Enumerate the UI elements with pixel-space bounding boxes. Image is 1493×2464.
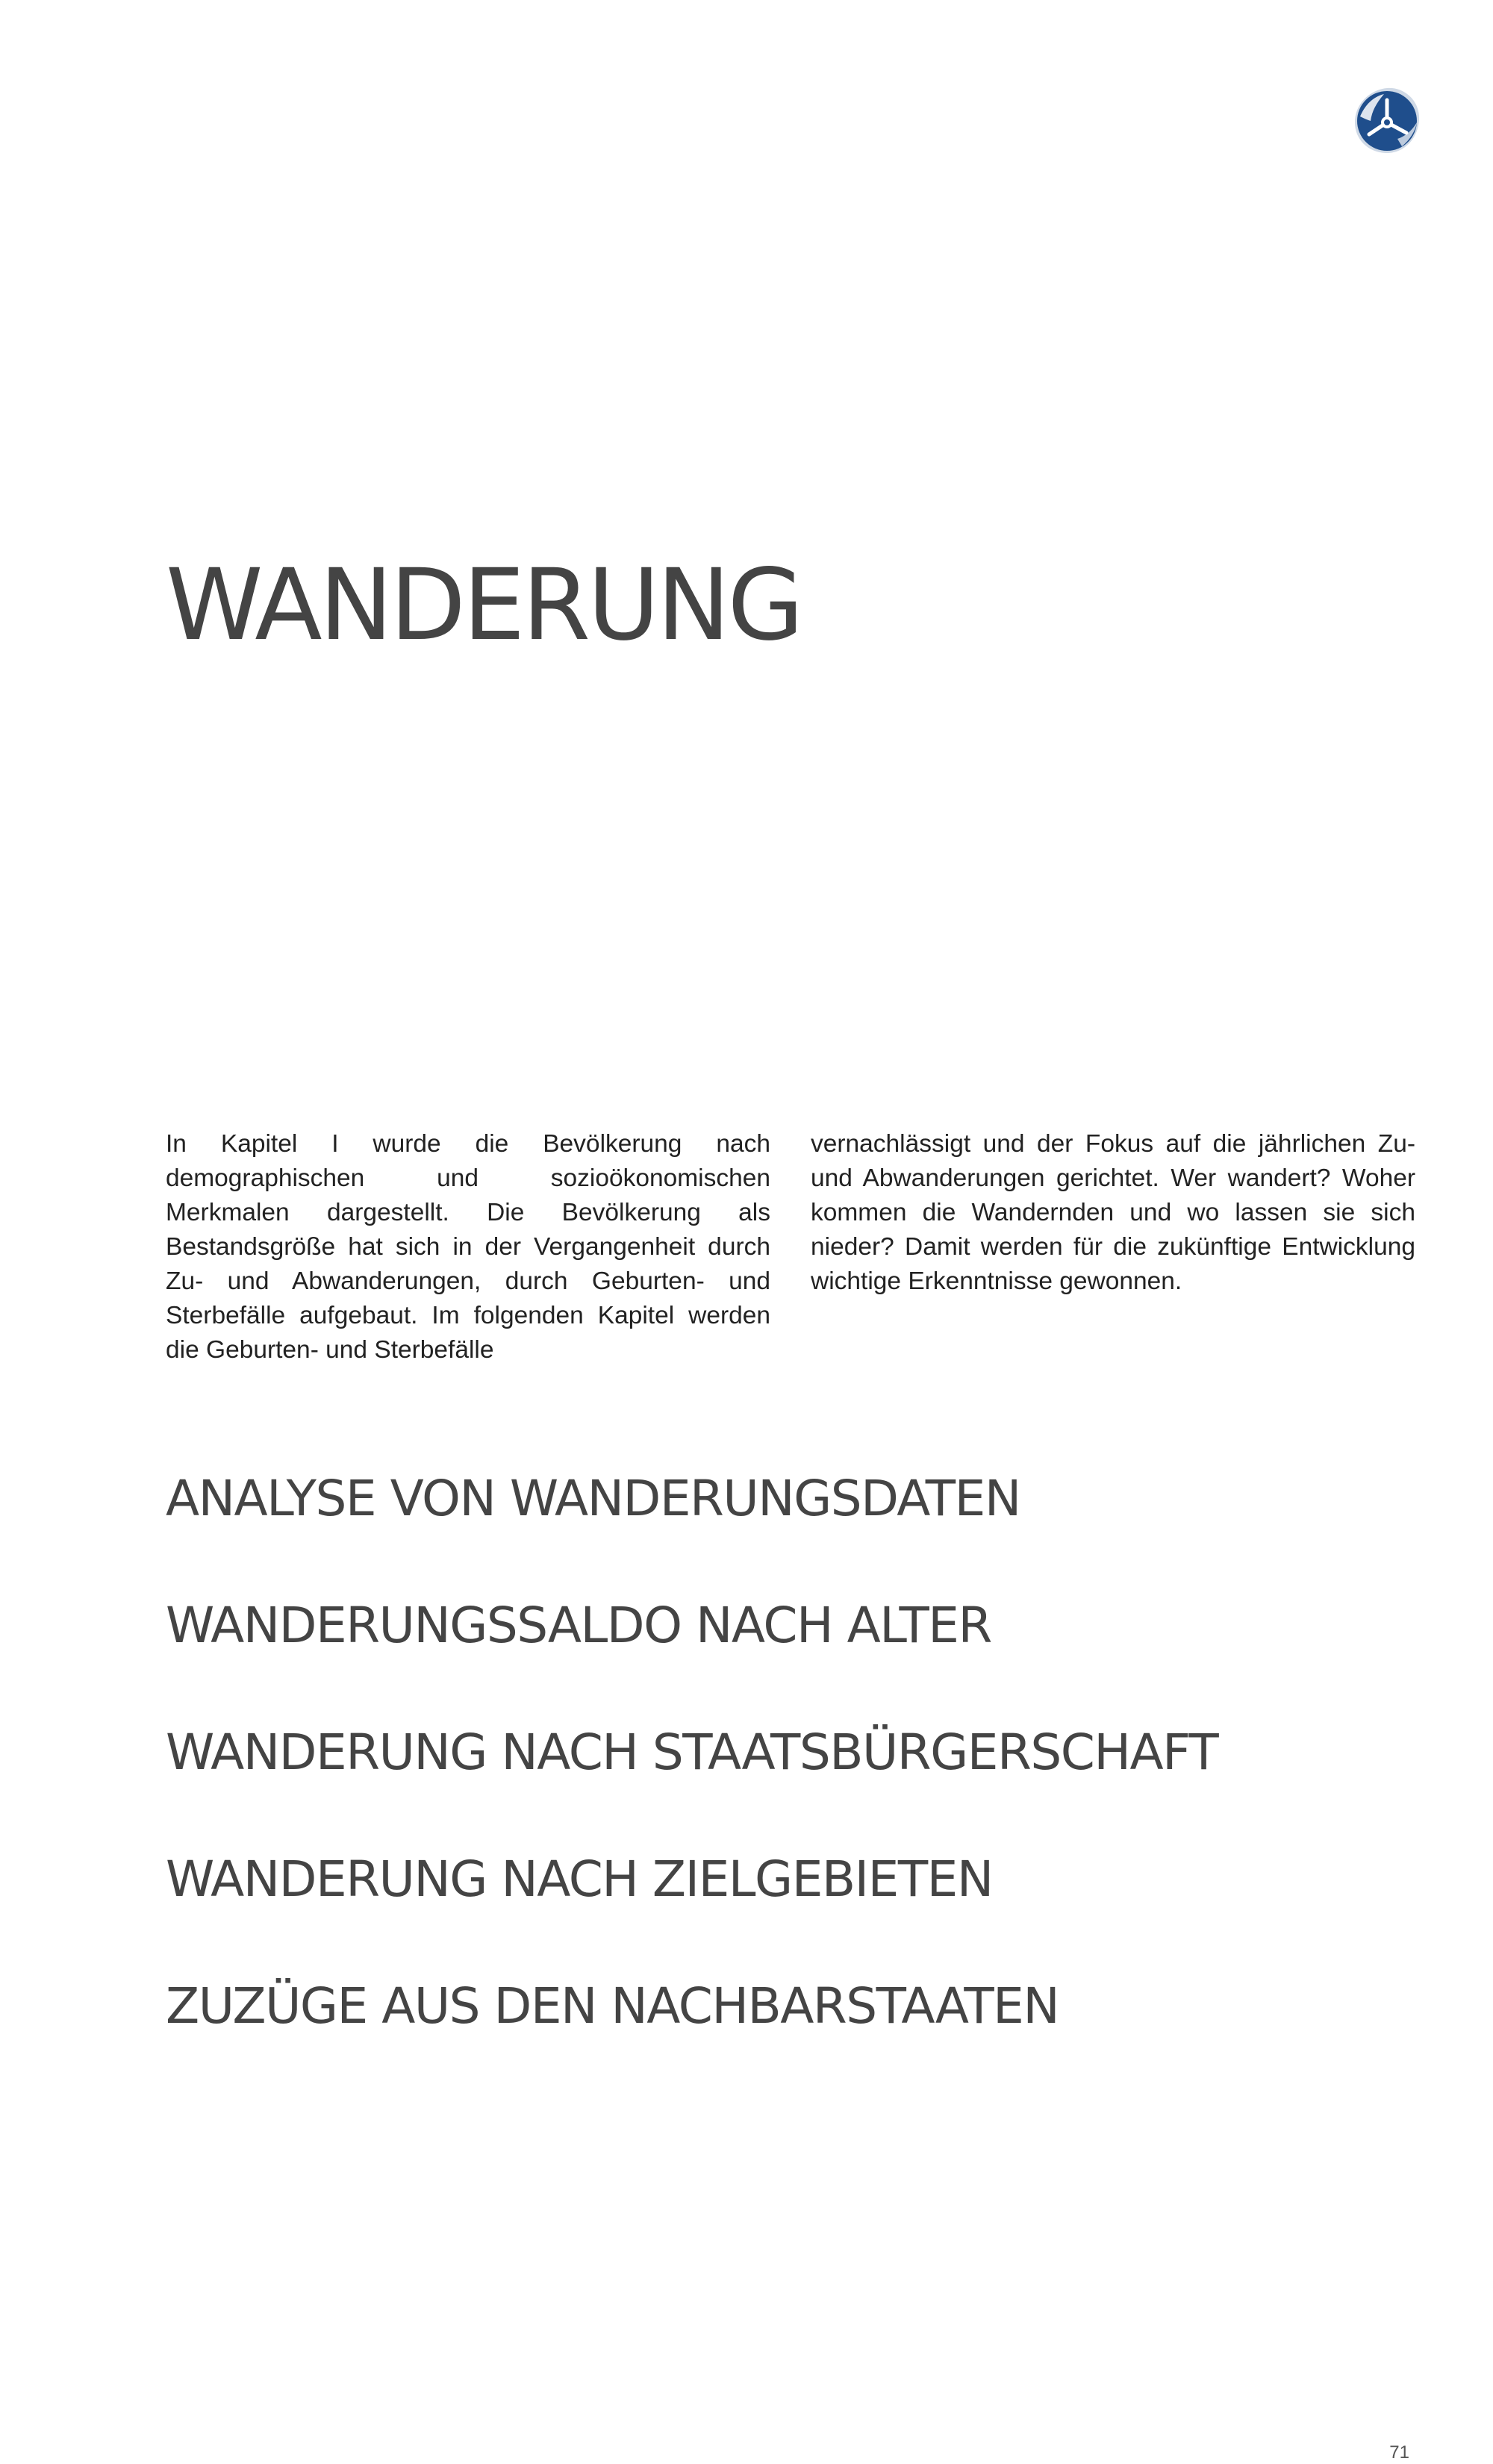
section-heading-staatsbuergerschaft: WANDERUNG NACH STAATSBÜRGERSCHAFT — [166, 1724, 1218, 1781]
intro-text-right: vernachlässigt und der Fokus auf die jährlichen Zu- und Abwanderungen gerichtet. Wer wandert? Woher kommen die Wandernden und wo lassen sie sich nieder? Damit werden für die zukünftige Entwicklung wichtige Erkenntnisse gewonnen. — [811, 1130, 1415, 1295]
globe-icon — [1350, 84, 1424, 158]
chapter-title: WANDERUNG — [166, 548, 801, 663]
page-number: 71 — [1389, 2442, 1409, 2463]
section-heading-zielgebiete: WANDERUNG NACH ZIELGEBIETEN — [166, 1850, 993, 1908]
section-heading-nachbarstaaten: ZUZÜGE AUS DEN NACHBARSTAATEN — [166, 1977, 1059, 2035]
section-list — [166, 1470, 1218, 2109]
section-heading-analyse: ANALYSE VON WANDERUNGSDATEN — [166, 1470, 1020, 1527]
intro-text-left: In Kapitel I wurde die Bevölkerung nach demographischen und sozioökonomischen Merkmalen dargestellt. Die Bevölkerung als Bestandsgröße hat sich in der Vergangenheit durch Zu- und Abwanderungen, durch Geburten- und Sterbefälle aufgebaut. Im folgenden Kapitel werden die Geburten- und Sterbefälle — [166, 1130, 770, 1364]
section-heading-saldo-alter: WANDERUNGSSALDO NACH ALTER — [166, 1597, 991, 1654]
